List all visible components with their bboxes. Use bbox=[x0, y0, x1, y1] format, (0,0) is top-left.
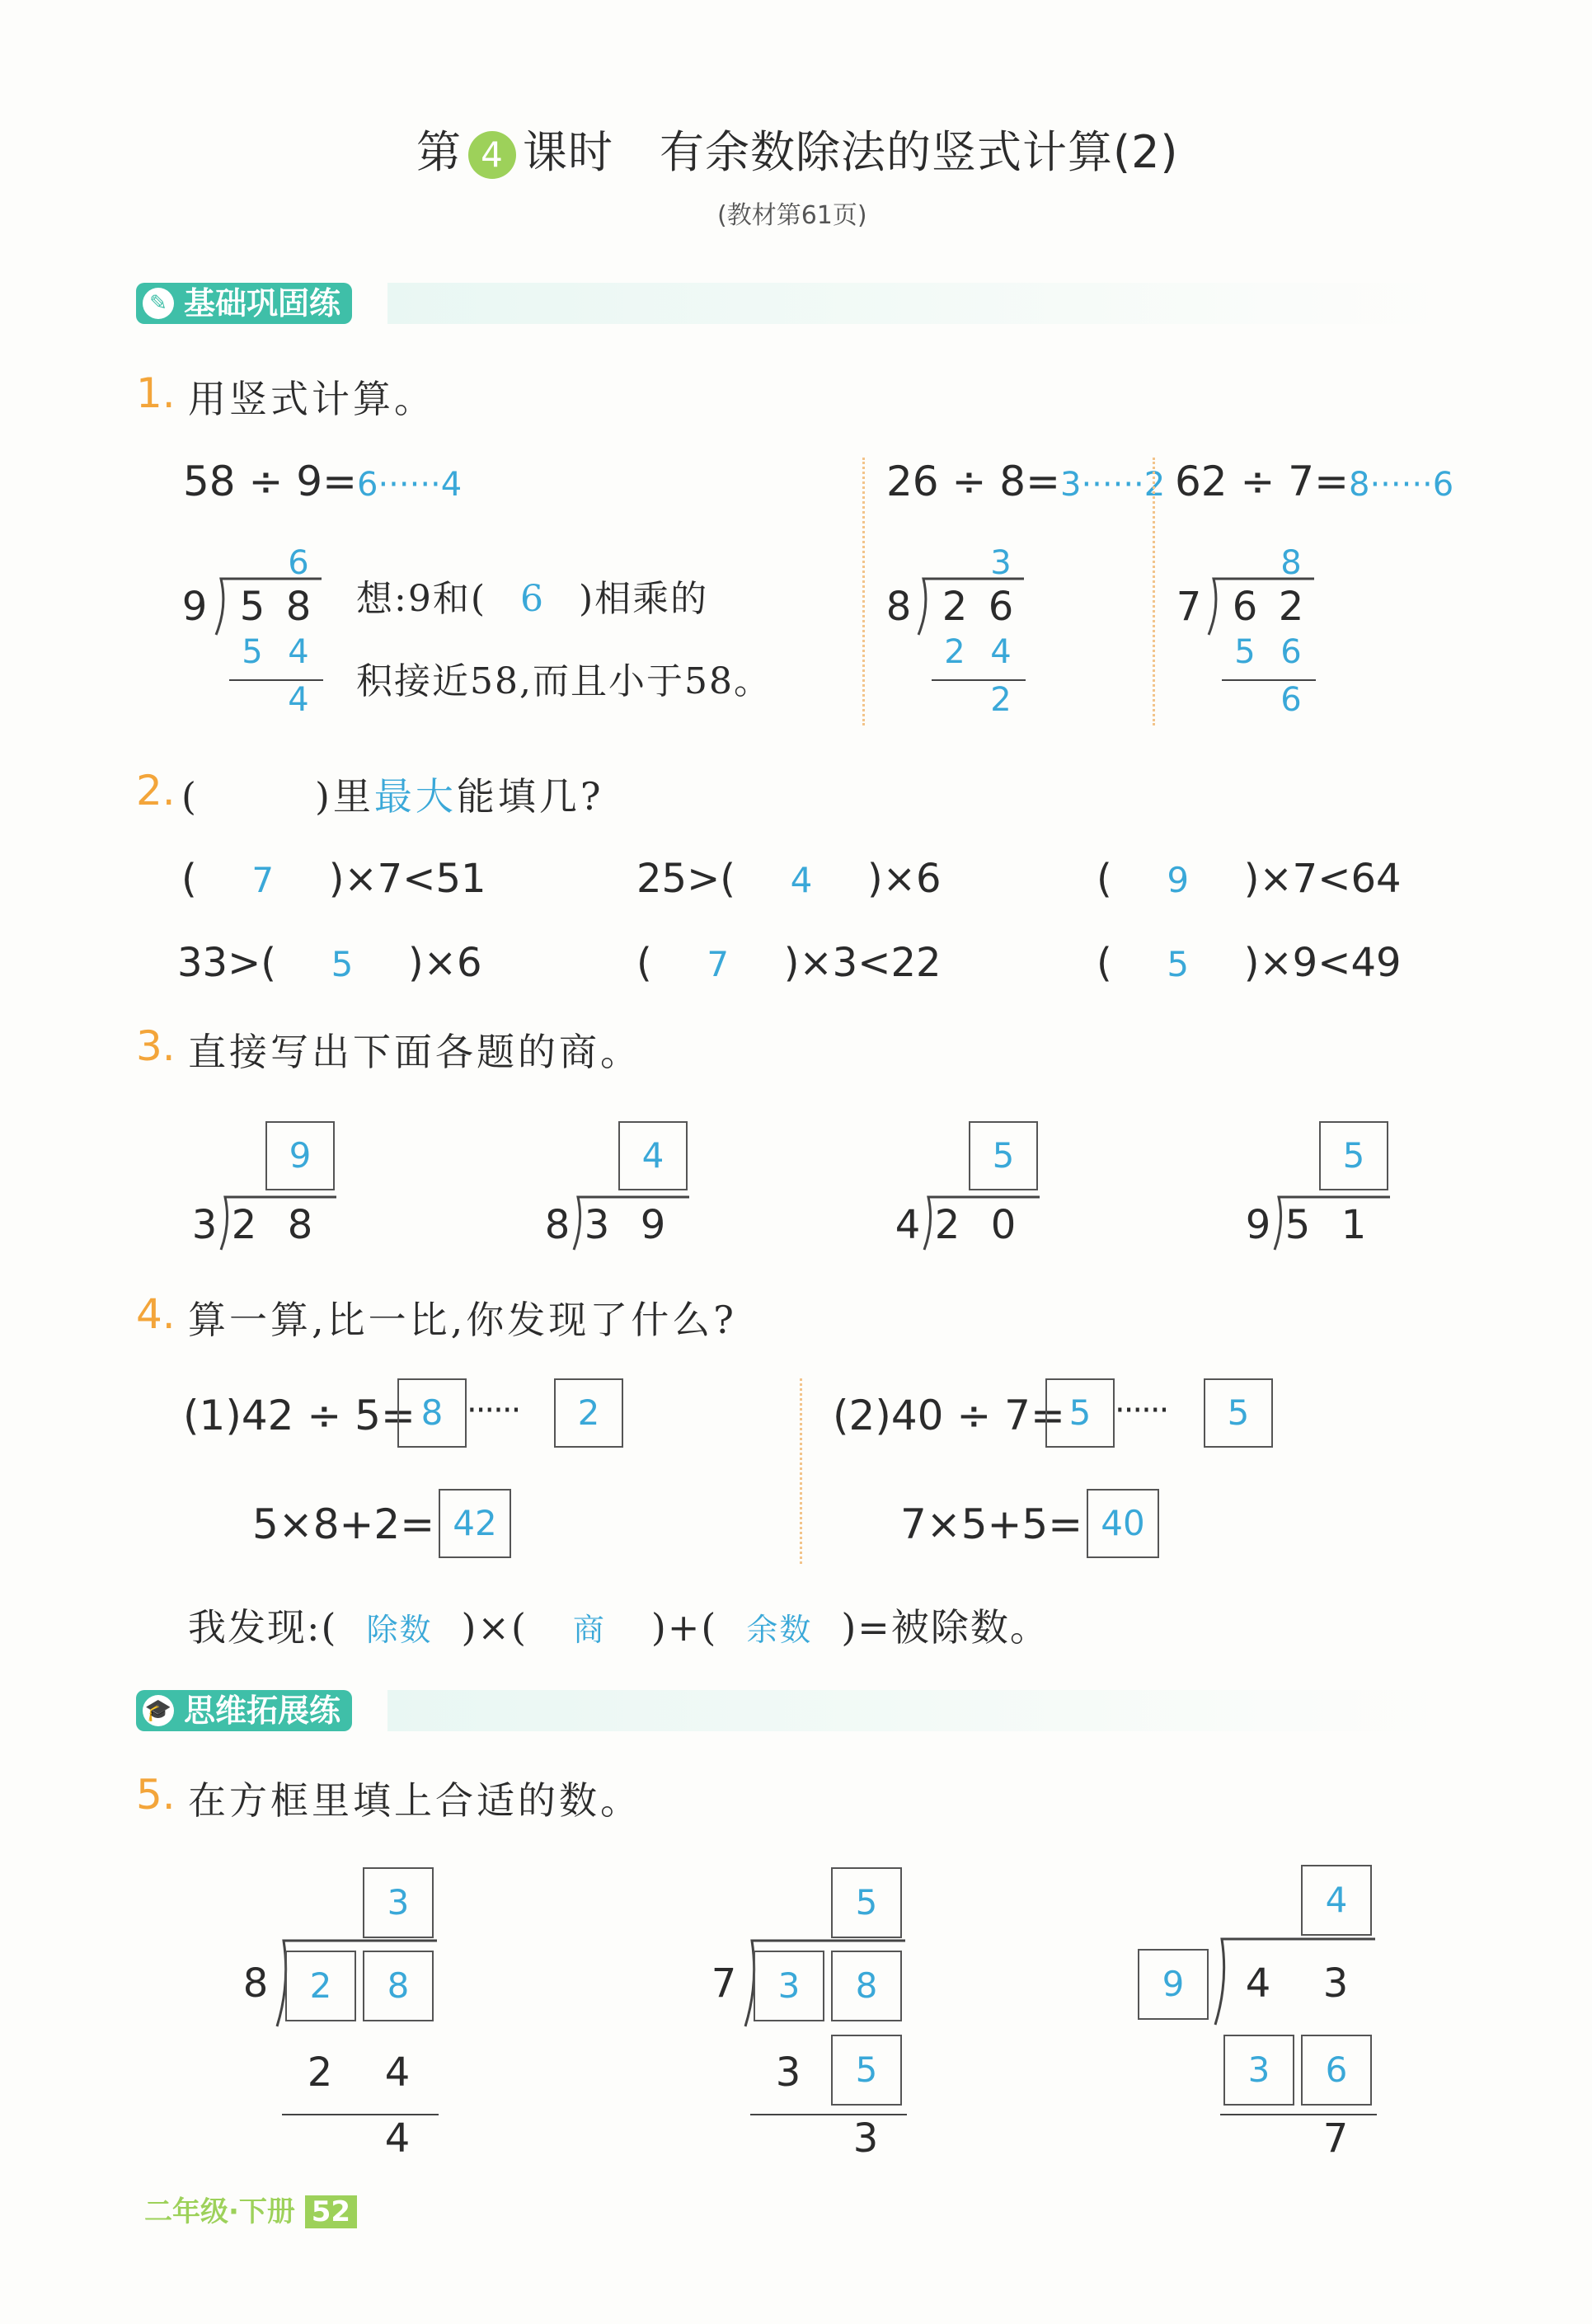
blank-pre: 25>( bbox=[636, 856, 736, 902]
section-banner-bg bbox=[387, 283, 1443, 324]
expr-answer: 3······2 bbox=[1060, 466, 1166, 504]
quotient-digit: 8 bbox=[1280, 544, 1302, 582]
divisor: 8 bbox=[544, 1202, 571, 1248]
hint-line-1 bbox=[356, 569, 708, 622]
remainder-box[interactable]: 5 bbox=[1204, 1378, 1273, 1448]
blank-answer[interactable]: 5 bbox=[1167, 944, 1190, 984]
dividend-digit: 5 bbox=[1284, 1202, 1311, 1248]
dividend-digit: 9 bbox=[640, 1202, 666, 1248]
dividend-digit: 2 bbox=[231, 1202, 257, 1248]
blank-post: )×7<51 bbox=[328, 856, 486, 902]
graduation-cap-icon: 🎓 bbox=[143, 1695, 174, 1726]
section-label: 思维拓展练 bbox=[184, 1693, 341, 1729]
remainder-digit: 4 bbox=[384, 2115, 411, 2162]
quotient-digit: 3 bbox=[990, 544, 1012, 582]
lesson-title: 有余数除法的竖式计算(2) bbox=[660, 126, 1179, 178]
check-answer-box[interactable]: 40 bbox=[1087, 1489, 1159, 1558]
blank-pre: ( bbox=[636, 940, 652, 986]
ellipsis: ······ bbox=[1115, 1392, 1168, 1430]
product-digit: 2 bbox=[307, 2049, 333, 2096]
dividend-digit: 0 bbox=[990, 1202, 1017, 1248]
ellipsis: ······ bbox=[467, 1392, 520, 1430]
finding-text: )=被除数。 bbox=[841, 1605, 1050, 1650]
expr-answer: 6······4 bbox=[357, 466, 463, 504]
dividend-digit: 2 bbox=[1278, 584, 1304, 630]
section-label: 基础巩固练 bbox=[184, 285, 341, 322]
quotient-box[interactable]: 4 bbox=[618, 1121, 688, 1190]
pencil-icon: ✎ bbox=[143, 288, 174, 319]
product-digit: 2 bbox=[944, 633, 965, 671]
question-text: 算一算,比一比,你发现了什么? bbox=[188, 1298, 737, 1342]
finding-text: )×( bbox=[461, 1605, 528, 1650]
product-digit: 4 bbox=[990, 633, 1012, 671]
divisor: 4 bbox=[895, 1202, 921, 1248]
check-answer-box[interactable]: 42 bbox=[439, 1489, 511, 1558]
question-number: 5. bbox=[136, 1771, 176, 1819]
section-banner-basic bbox=[136, 283, 352, 324]
blank-answer[interactable]: 4 bbox=[790, 860, 813, 900]
blank-pre: ( bbox=[1097, 940, 1112, 986]
dividend-digit: 2 bbox=[934, 1202, 960, 1248]
hint-text: )相乘的 bbox=[578, 578, 709, 620]
blank-pre: ( bbox=[181, 856, 197, 902]
q-text-highlight: 最大 bbox=[373, 774, 457, 819]
q1b-expression bbox=[886, 458, 1165, 505]
expr-text: 62 ÷ 7= bbox=[1175, 458, 1350, 505]
divisor: 3 bbox=[191, 1202, 218, 1248]
question-text: 直接写出下面各题的商。 bbox=[188, 1030, 641, 1074]
divisor: 8 bbox=[242, 1960, 269, 2007]
section-banner-extend bbox=[136, 1690, 352, 1731]
finding-answer[interactable]: 余数 bbox=[746, 1612, 813, 1648]
blank-answer[interactable]: 7 bbox=[707, 944, 730, 984]
product-digit: 3 bbox=[775, 2049, 801, 2096]
question-text: 用竖式计算。 bbox=[188, 377, 435, 421]
q4-part2-label: (2)40 ÷ 7= bbox=[833, 1392, 1065, 1439]
product-box[interactable]: 3 bbox=[1223, 2035, 1294, 2106]
question-number: 2. bbox=[136, 767, 176, 815]
question-number: 1. bbox=[136, 369, 176, 417]
page-title bbox=[416, 117, 1179, 181]
divisor: 7 bbox=[711, 1960, 737, 2007]
remainder-digit: 4 bbox=[288, 681, 309, 719]
blank-pre: 33>( bbox=[177, 940, 277, 986]
dividend-digit: 4 bbox=[1245, 1960, 1271, 2007]
divisor: 7 bbox=[1176, 584, 1202, 630]
quotient-box[interactable]: 3 bbox=[363, 1867, 434, 1938]
quotient-box[interactable]: 8 bbox=[397, 1378, 467, 1448]
dividend-digit: 3 bbox=[584, 1202, 610, 1248]
dividend-digit: 2 bbox=[942, 584, 968, 630]
finding-answer[interactable]: 除数 bbox=[366, 1612, 433, 1648]
expr-text: 58 ÷ 9= bbox=[183, 458, 358, 505]
q1c-expression bbox=[1175, 458, 1453, 505]
remainder-digit: 2 bbox=[990, 681, 1012, 719]
check-expression: 7×5+5= bbox=[900, 1500, 1083, 1548]
remainder-digit: 3 bbox=[852, 2115, 879, 2162]
q-text-part: 能填几? bbox=[456, 774, 604, 819]
blank-answer[interactable]: 7 bbox=[251, 860, 275, 900]
blank-post: )×6 bbox=[867, 856, 942, 902]
dividend-box[interactable]: 3 bbox=[754, 1951, 824, 2021]
question-number: 3. bbox=[136, 1022, 176, 1070]
quotient-box[interactable]: 5 bbox=[1319, 1121, 1388, 1190]
column-divider bbox=[862, 458, 865, 725]
product-digit: 6 bbox=[1280, 633, 1302, 671]
remainder-digit: 6 bbox=[1280, 681, 1302, 719]
hint-answer: 6 bbox=[519, 578, 545, 620]
expr-answer: 8······6 bbox=[1349, 466, 1454, 504]
q-text-part: ( bbox=[181, 774, 200, 819]
dividend-digit: 5 bbox=[239, 584, 265, 630]
divisor: 9 bbox=[1245, 1202, 1271, 1248]
product-digit: 5 bbox=[1234, 633, 1256, 671]
divisor: 9 bbox=[181, 584, 208, 630]
question-number: 4. bbox=[136, 1290, 176, 1338]
product-digit: 4 bbox=[384, 2049, 411, 2096]
blank-pre: ( bbox=[1097, 856, 1112, 902]
dividend-digit: 6 bbox=[1232, 584, 1258, 630]
quotient-box[interactable]: 4 bbox=[1301, 1865, 1372, 1936]
blank-post: )×3<22 bbox=[783, 940, 942, 986]
dividend-digit: 8 bbox=[285, 584, 312, 630]
lesson-number-badge: 4 bbox=[468, 131, 516, 179]
fill-blank-item bbox=[177, 940, 482, 986]
quotient-box[interactable]: 5 bbox=[831, 1867, 902, 1938]
hint-line-2: 积接近58,而且小于58。 bbox=[356, 660, 772, 702]
remainder-digit: 7 bbox=[1322, 2115, 1349, 2162]
fill-blank-item bbox=[636, 856, 942, 902]
quotient-box[interactable]: 5 bbox=[1045, 1378, 1115, 1448]
product-box[interactable]: 6 bbox=[1301, 2035, 1372, 2106]
quotient-box[interactable]: 5 bbox=[969, 1121, 1038, 1190]
q1a-expression bbox=[183, 458, 462, 505]
q4-part1-label: (1)42 ÷ 5= bbox=[183, 1392, 416, 1439]
remainder-box[interactable]: 2 bbox=[554, 1378, 623, 1448]
section-banner-bg bbox=[387, 1690, 1443, 1731]
dividend-box[interactable]: 2 bbox=[285, 1951, 356, 2021]
grade-label: 二年级·下册 bbox=[144, 2195, 295, 2228]
blank-post: )×9<49 bbox=[1243, 940, 1402, 986]
column-divider bbox=[800, 1378, 802, 1564]
dividend-digit: 3 bbox=[1322, 1960, 1349, 2007]
column-divider bbox=[1153, 458, 1155, 725]
footer bbox=[144, 2189, 357, 2229]
dividend-box[interactable]: 8 bbox=[831, 1951, 902, 2021]
dividend-digit: 1 bbox=[1341, 1202, 1367, 1248]
quotient-digit: 6 bbox=[288, 544, 309, 582]
blank-post: )×7<64 bbox=[1243, 856, 1402, 902]
dividend-box[interactable]: 8 bbox=[363, 1951, 434, 2021]
lesson-prefix: 第 bbox=[416, 126, 462, 178]
finding-answer[interactable]: 商 bbox=[572, 1612, 606, 1648]
divisor-box[interactable]: 9 bbox=[1138, 1949, 1209, 2020]
fill-blank-item bbox=[1097, 940, 1402, 986]
page-number: 52 bbox=[305, 2195, 357, 2228]
finding-text: 我发现:( bbox=[188, 1605, 338, 1650]
quotient-box[interactable]: 9 bbox=[265, 1121, 335, 1190]
q-text-part: )里 bbox=[314, 774, 374, 819]
check-expression: 5×8+2= bbox=[252, 1500, 435, 1548]
product-digit: 4 bbox=[288, 633, 309, 671]
page-subtitle: (教材第61页) bbox=[717, 201, 867, 230]
fill-blank-item bbox=[181, 856, 486, 902]
dividend-digit: 8 bbox=[287, 1202, 313, 1248]
product-digit: 5 bbox=[242, 633, 263, 671]
question-text bbox=[181, 767, 604, 821]
hint-text: 想:9和( bbox=[356, 578, 486, 620]
finding-text: )+( bbox=[650, 1605, 718, 1650]
fill-blank-item bbox=[1097, 856, 1402, 902]
divisor: 8 bbox=[885, 584, 912, 630]
expr-text: 26 ÷ 8= bbox=[886, 458, 1061, 505]
product-box[interactable]: 5 bbox=[831, 2035, 902, 2106]
blank-post: )×6 bbox=[408, 940, 482, 986]
fill-blank-item bbox=[636, 940, 942, 986]
dividend-digit: 6 bbox=[988, 584, 1014, 630]
blank-answer[interactable]: 9 bbox=[1167, 860, 1190, 900]
lesson-suffix: 课时 bbox=[523, 126, 613, 178]
finding-sentence bbox=[188, 1598, 1050, 1652]
blank-answer[interactable]: 5 bbox=[331, 944, 354, 984]
question-text: 在方框里填上合适的数。 bbox=[188, 1778, 641, 1823]
